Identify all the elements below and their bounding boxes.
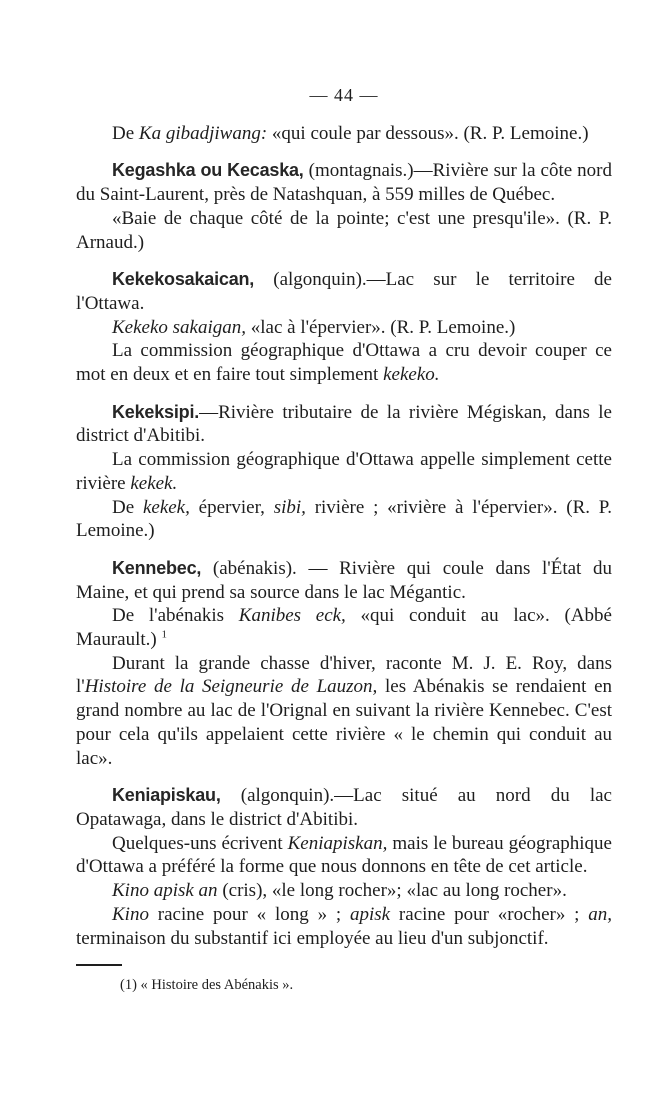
page-number: — 44 — — [309, 85, 379, 105]
entry-paragraph-first — [76, 784, 612, 831]
text-run: racine pour « long » ; — [148, 903, 350, 925]
entry-paragraph-first — [76, 401, 612, 448]
entries — [76, 122, 612, 951]
text-run: épervier, — [189, 496, 274, 518]
entry — [76, 268, 612, 387]
entry-paragraph-first — [76, 122, 612, 146]
text-run: —Rivière tributaire de la rivière Mégiskan, dans le district d'Abitibi. — [76, 401, 612, 447]
footnote-ref: 1 — [161, 628, 167, 641]
headword: Kekekosakaican, — [112, 269, 255, 290]
page — [76, 84, 612, 994]
text-run: De — [112, 496, 143, 518]
italic-text: apisk — [350, 903, 391, 925]
italic-text: sibi, — [273, 496, 306, 518]
italic-text: kekeko. — [383, 364, 440, 386]
italic-text: Kino apisk an — [112, 880, 218, 902]
text-run: De l'abénakis — [112, 605, 239, 627]
text-run: mais le bureau géographique d'Ottawa a préféré la forme que nous donnons en tête de cet article. — [76, 832, 612, 878]
entry-paragraph — [76, 879, 612, 903]
entry-paragraph — [76, 832, 612, 879]
italic-text: Kanibes eck, — [238, 605, 346, 627]
entry-paragraph — [76, 448, 612, 495]
entry — [76, 401, 612, 543]
text-run: les Abénakis se rendaient en grand nombre au lac de l'Orignal en suivant la rivière Kennebec. C'est pour cela qu'ils appelaient cette rivière « le chemin qui conduit au lac». — [76, 676, 612, 769]
italic-text: Kekeko sakaigan, — [112, 316, 247, 338]
text-run: (montagnais.)—Rivière sur la côte nord du Saint-Laurent, près de Natashquan, à 559 milles de Québec. — [76, 160, 612, 206]
entry-paragraph — [76, 604, 612, 651]
text-run: (abénakis). — Rivière qui coule dans l'État du Maine, et qui prend sa source dans le lac Mégantic. — [76, 557, 612, 603]
entry — [76, 122, 612, 146]
italic-text: Histoire de la Seigneurie de Lauzon, — [84, 676, 378, 698]
text-run: «qui conduit au lac». (Abbé Maurault.) — [76, 605, 612, 651]
text-run: «Baie de chaque côté de la pointe; c'est une presqu'ile». (R. P. Arnaud.) — [76, 207, 612, 253]
text-run: Quelques-uns écrivent — [112, 832, 288, 854]
text-run: La commission géographique d'Ottawa a cru devoir couper ce mot en deux et en faire tout simplement — [76, 340, 612, 386]
text-run: racine pour «rocher» ; — [390, 903, 589, 925]
headword: Kegashka ou Kecaska, — [112, 160, 304, 181]
text-run: (cris), «le long rocher»; «lac au long rocher». — [217, 880, 567, 902]
headword: Keniapiskau, — [112, 785, 221, 806]
italic-text: kekek, — [142, 496, 190, 518]
headword: Kennebec, — [112, 557, 202, 578]
entry-paragraph-first — [76, 268, 612, 315]
text-run: «lac à l'épervier». (R. P. Lemoine.) — [246, 316, 516, 338]
entry — [76, 557, 612, 770]
text-run: (algonquin).—Lac situé au nord du lac Opatawaga, dans le district d'Abitibi. — [76, 785, 612, 830]
footnote-rule — [76, 964, 122, 966]
entry-paragraph — [76, 207, 612, 254]
entry-paragraph-first — [76, 557, 612, 604]
italic-text: kekek. — [130, 472, 178, 494]
text-run: Durant la grande chasse d'hiver, raconte M. J. E. Roy, dans l' — [76, 652, 612, 698]
text-run: terminaison du substantif ici employée au lieu d'un subjonctif. — [76, 927, 549, 949]
entry — [76, 784, 612, 950]
footnote: (1) « Histoire des Abénakis ». — [120, 977, 294, 994]
entry — [76, 159, 612, 254]
italic-text: an, — [588, 903, 612, 925]
text-run: «qui coule par dessous». (R. P. Lemoine.) — [267, 122, 589, 144]
text-run: La commission géographique d'Ottawa appelle simplement cette rivière — [76, 449, 612, 494]
entry-paragraph — [76, 339, 612, 386]
entry-paragraph — [76, 496, 612, 543]
entry-paragraph — [76, 652, 612, 771]
italic-text: Ka gibadjiwang: — [138, 122, 268, 144]
text-run: De — [112, 122, 139, 144]
entry-paragraph — [76, 903, 612, 950]
entry-paragraph — [76, 316, 612, 340]
italic-text: Kino — [112, 903, 149, 925]
italic-text: Keniapiskan, — [287, 832, 388, 854]
entry-paragraph-first — [76, 159, 612, 206]
text-run: rivière ; «rivière à l'épervier». (R. P. Lemoine.) — [76, 496, 612, 542]
headword: Kekeksipi. — [112, 401, 200, 422]
text-run: (algonquin).—Lac sur le territoire de l'Ottawa. — [76, 269, 612, 314]
